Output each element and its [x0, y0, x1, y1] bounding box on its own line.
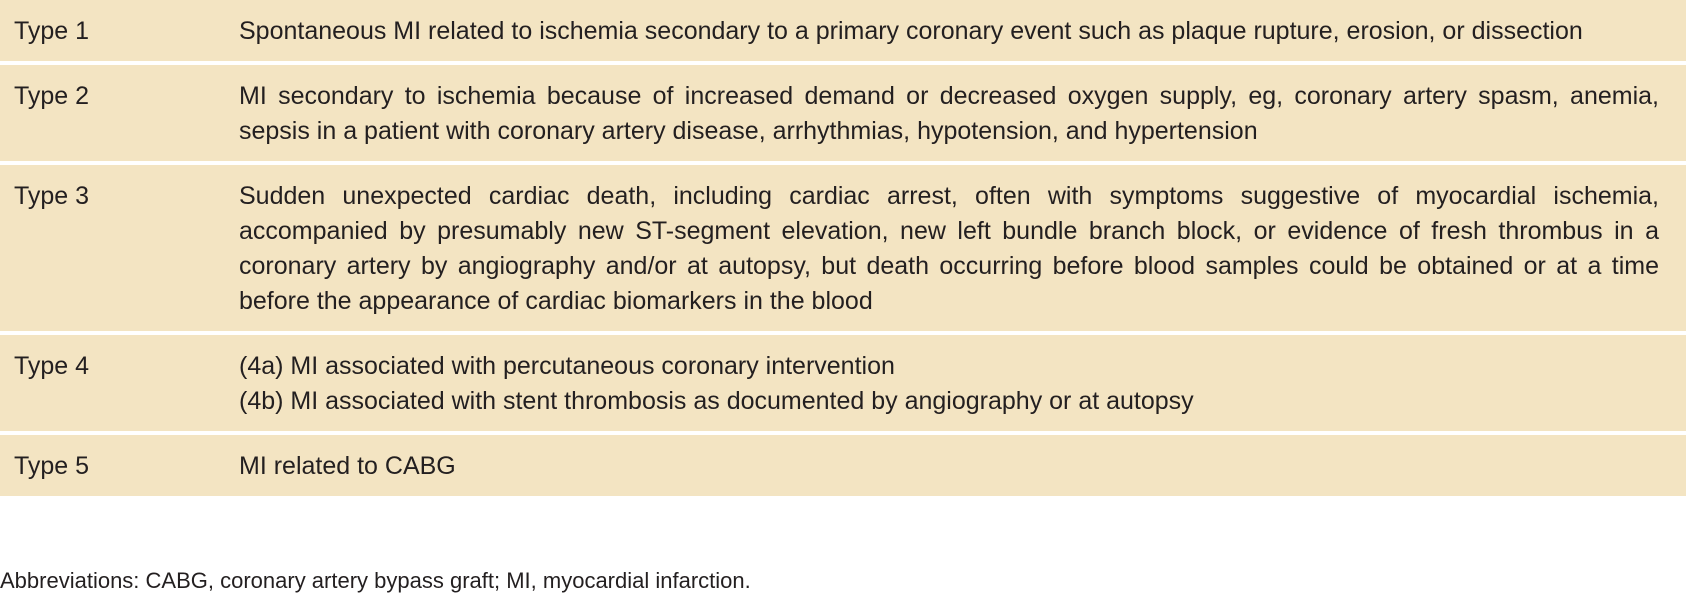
table-row	[0, 435, 1686, 500]
type-label: Type 4	[14, 352, 90, 380]
type-description	[239, 79, 1659, 149]
table-row	[0, 165, 1686, 335]
type-label: Type 2	[14, 82, 90, 110]
type-label: Type 1	[14, 17, 90, 45]
description-line: (4a) MI associated with percutaneous coronary intervention	[239, 352, 895, 380]
type-description	[239, 349, 1659, 419]
description-line: (4b) MI associated with stent thrombosis as documented by angiography or at autopsy	[239, 387, 1194, 415]
description-line: Sudden unexpected cardiac death, including cardiac arrest, often with symptoms suggestive of myocardial ischemia, accompanied by presumably new ST-segment elevation, new left bundle branch block, or evidence of fresh thrombus in a coronary artery by angiography and/or at autopsy, but death occurring before blood samples could be obtained or at a time before the appearance of cardiac biomarkers in the blood	[239, 182, 1659, 315]
type-description	[239, 14, 1659, 49]
description-line: Spontaneous MI related to ischemia secondary to a primary coronary event such as plaque rupture, erosion, or dissection	[239, 17, 1583, 45]
type-description	[239, 179, 1659, 319]
type-label: Type 5	[14, 452, 90, 480]
table-row	[0, 65, 1686, 165]
table-row	[0, 335, 1686, 435]
table-footnote: Abbreviations: CABG, coronary artery bypass graft; MI, myocardial infarction.	[0, 568, 751, 593]
type-description	[239, 449, 1659, 484]
type-label: Type 3	[14, 182, 90, 210]
description-line: MI secondary to ischemia because of increased demand or decreased oxygen supply, eg, coronary artery spasm, anemia, sepsis in a patient with coronary artery disease, arrhythmias, hypotension, and hypertension	[239, 82, 1659, 145]
description-line: MI related to CABG	[239, 452, 456, 480]
table-row	[0, 0, 1686, 65]
